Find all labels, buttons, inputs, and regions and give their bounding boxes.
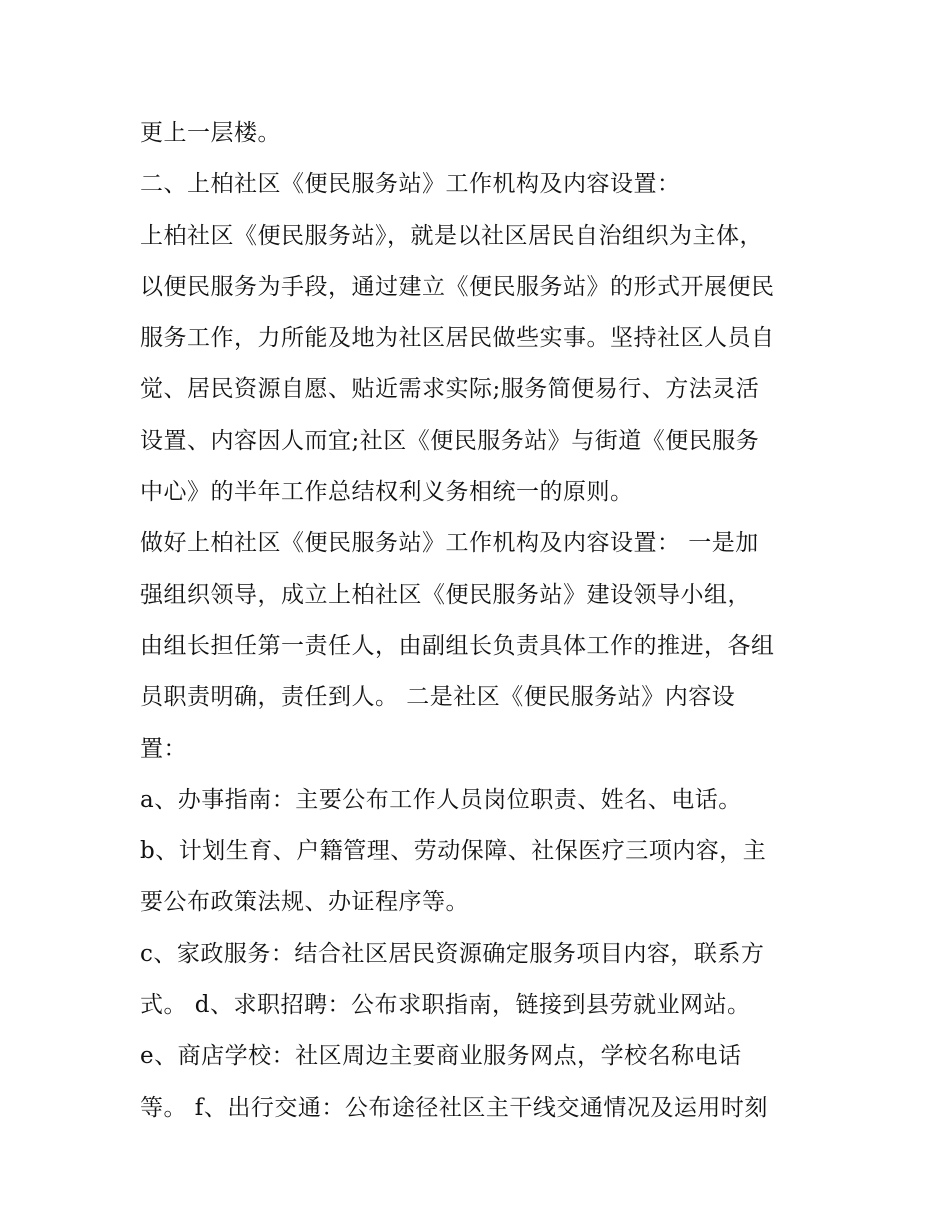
- text-line: 等。 f、出行交通：公布途径社区主干线交通情况及运用时刻: [140, 1094, 768, 1121]
- text-line: 觉、居民资源自愿、贴近需求实际;服务简便易行、方法灵活: [140, 376, 760, 403]
- list-item-b: b、计划生育、户籍管理、劳动保障、社保医疗三项内容，主: [140, 838, 767, 865]
- text-line: 更上一层楼。: [140, 120, 281, 146]
- text-line: 要公布政策法规、办证程序等。: [140, 889, 469, 916]
- text-line: 置：: [140, 735, 187, 762]
- list-item-a: a、办事指南：主要公布工作人员岗位职责、姓名、电话。: [140, 786, 742, 813]
- document-body: [140, 108, 830, 1134]
- section-heading: 二、上柏社区《便民服务站》工作机构及内容设置：: [140, 171, 681, 198]
- text-line: 以便民服务为手段，通过建立《便民服务站》的形式开展便民: [140, 273, 775, 300]
- list-item-c: c、家政服务：结合社区居民资源确定服务项目内容，联系方: [140, 940, 765, 967]
- text-line: 上柏社区《便民服务站》，就是以社区居民自治组织为主体，: [140, 222, 763, 249]
- text-line: 式。 d、求职招聘：公布求职指南，链接到县劳就业网站。: [140, 992, 751, 1019]
- text-line: 设置、内容因人而宜;社区《便民服务站》与街道《便民服务: [140, 427, 760, 454]
- list-item-e: e、商店学校：社区周边主要商业服务网点，学校名称电话: [140, 1043, 742, 1070]
- text-line: 中心》的半年工作总结权利义务相统一的原则。: [140, 479, 634, 506]
- text-line: 做好上柏社区《便民服务站》工作机构及内容设置： 一是加: [140, 530, 759, 557]
- text-line: 强组织领导，成立上柏社区《便民服务站》建设领导小组，: [140, 581, 751, 608]
- text-line: 服务工作，力所能及地为社区居民做些实事。坚持社区人员自: [140, 325, 775, 352]
- text-line: 由组长担任第一责任人，由副组长负责具体工作的推进，各组: [140, 632, 775, 659]
- text-line: 员职责明确，责任到人。 二是社区《便民服务站》内容设: [140, 684, 736, 711]
